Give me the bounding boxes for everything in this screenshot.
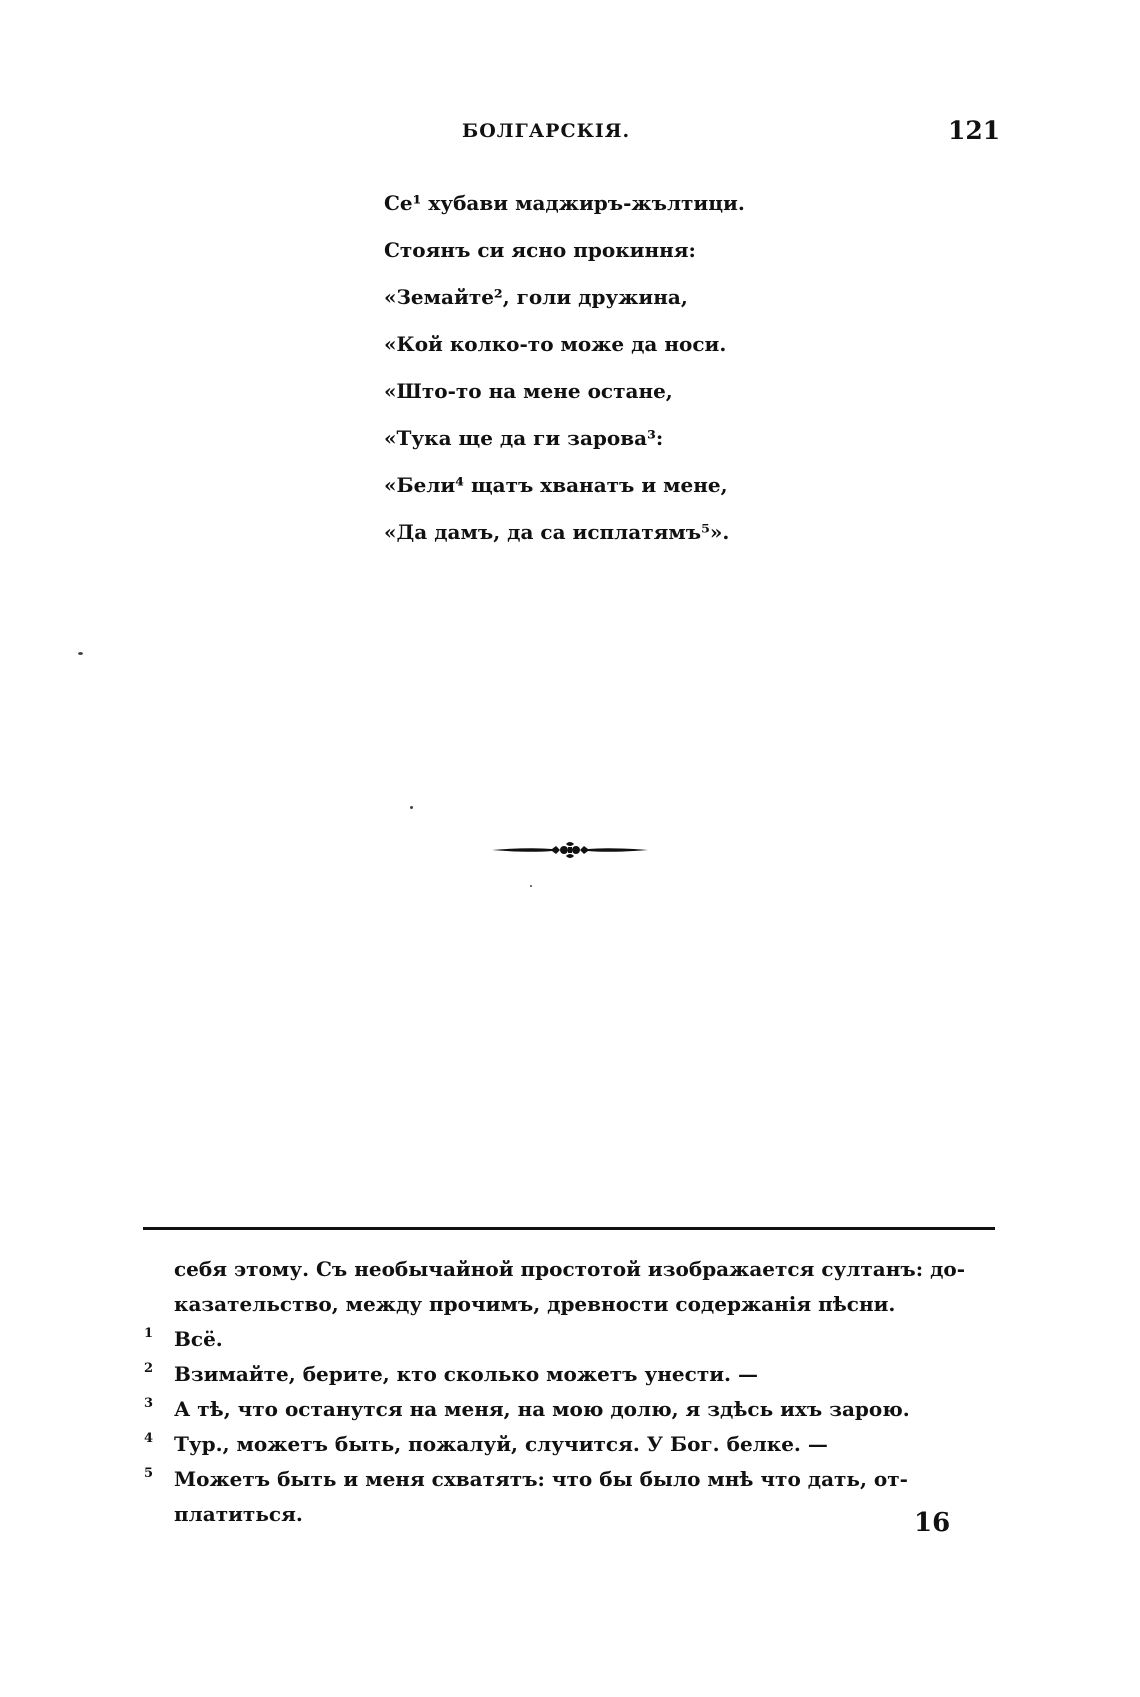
footnote-text: Всё. bbox=[174, 1327, 223, 1351]
poem-line: «Да дамъ, да са исплатямъ⁵». bbox=[384, 520, 730, 544]
footnote-text: А тѣ, что останутся на меня, на мою долю, я здѣсь ихъ зарою. bbox=[174, 1397, 910, 1421]
footnote-continuation-line: себя этому. Съ необычайной простотой изображается султанъ: до- bbox=[174, 1257, 966, 1281]
ornament-divider-icon bbox=[490, 838, 650, 862]
poem-line: Се¹ хубави маджиръ-жълтици. bbox=[384, 191, 745, 215]
footnote-number: 3 bbox=[144, 1396, 154, 1411]
footnote-text: Тур., можетъ быть, пожалуй, случится. У Бог. белке. — bbox=[174, 1432, 828, 1456]
footnote-item bbox=[140, 1357, 1010, 1392]
footnote-number: 1 bbox=[144, 1326, 154, 1341]
footnote-number: 2 bbox=[144, 1361, 154, 1376]
poem-line: «Кой колко-то може да носи. bbox=[384, 332, 727, 356]
signature-mark: 16 bbox=[914, 1508, 951, 1538]
footnote-number: 5 bbox=[144, 1466, 154, 1481]
poem-line: «Тука ще да ги зарова³: bbox=[384, 426, 664, 450]
footnote-item bbox=[140, 1392, 1010, 1427]
poem-line: «Што-то на мене остане, bbox=[384, 379, 673, 403]
footnote-number: 4 bbox=[144, 1431, 154, 1446]
footnote-continuation-line: казательство, между прочимъ, древности содержанія пѣсни. bbox=[174, 1292, 896, 1316]
footnotes bbox=[140, 1252, 1010, 1532]
footnote-item bbox=[140, 1322, 1010, 1357]
scan-speck bbox=[530, 885, 532, 887]
footnote-rule bbox=[143, 1227, 995, 1230]
poem-line: «Бели⁴ щатъ хванатъ и мене, bbox=[384, 473, 728, 497]
footnote-item bbox=[140, 1427, 1010, 1462]
poem-line: Стоянъ си ясно прокиння: bbox=[384, 238, 696, 262]
scan-speck bbox=[410, 806, 413, 809]
poem-block bbox=[384, 180, 944, 556]
running-head: БОЛГАРСКІЯ. bbox=[462, 120, 631, 142]
footnote-text: Можетъ быть и меня схватятъ: что бы было мнѣ что дать, от- bbox=[174, 1467, 908, 1491]
poem-line: «Земайте², голи дружина, bbox=[384, 285, 688, 309]
footnote-item bbox=[140, 1462, 1010, 1497]
page-number: 121 bbox=[948, 116, 1001, 145]
scan-speck bbox=[78, 652, 83, 655]
footnote-tail-line: платиться. bbox=[174, 1502, 303, 1526]
footnote-text: Взимайте, берите, кто сколько можетъ унести. — bbox=[174, 1362, 758, 1386]
